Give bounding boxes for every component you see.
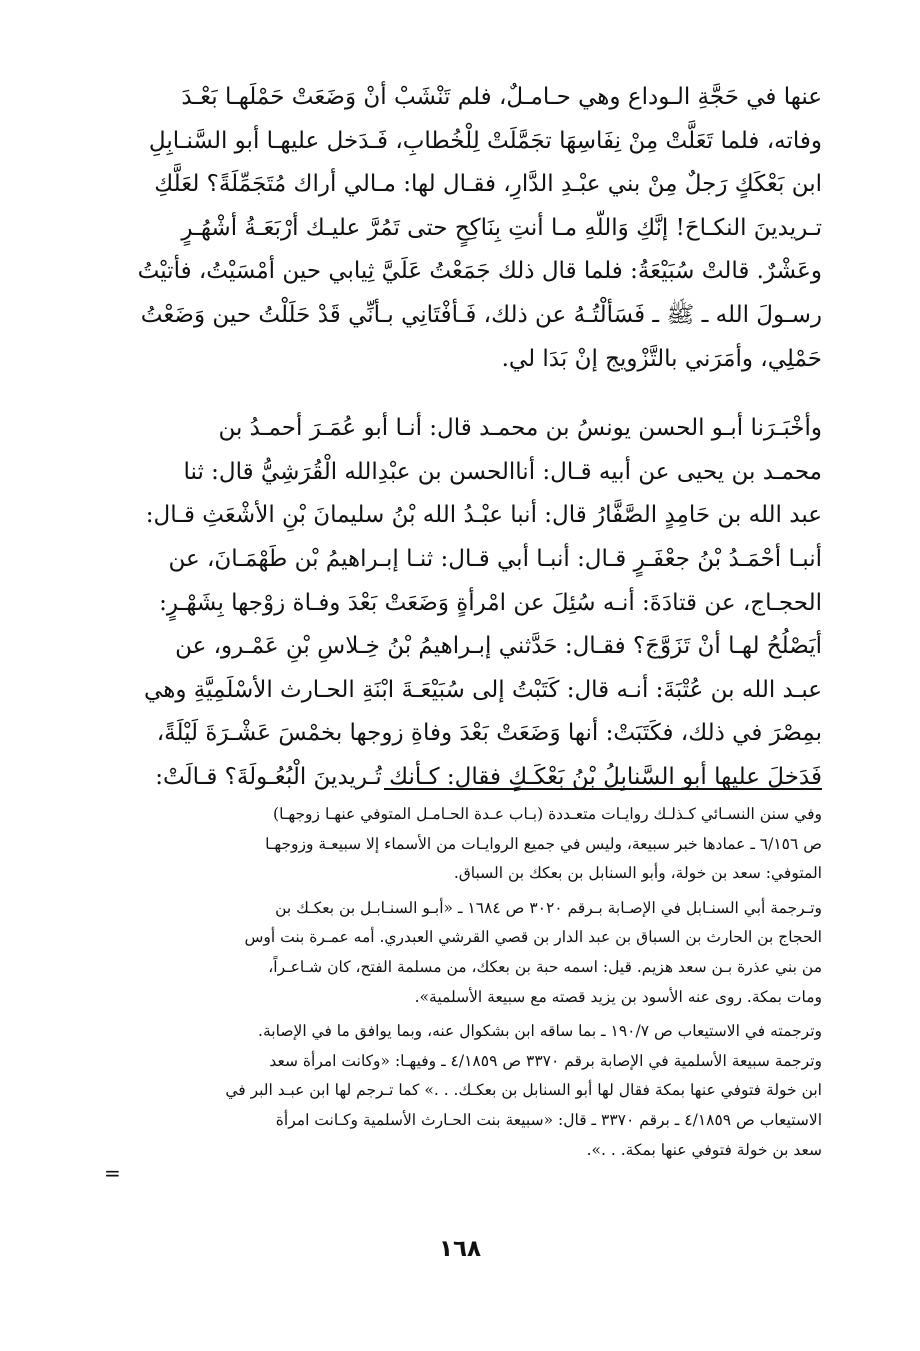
footnote-line: من بني عذرة بـن سعد هزيم. قيل: اسمه حبة بن بعكك، من مسلمة الفتح، كان شـاعـراً، bbox=[268, 957, 822, 976]
text-line: حَمْلِي، وأمَرَني بالتَّزْويج إنْ بَدَا لي. bbox=[501, 345, 822, 372]
footnote-line: ومات بمكة. روى عنه الأسود بن يزيد قصته مع سبيعة الأسلمية». bbox=[414, 987, 822, 1006]
paragraph bbox=[100, 76, 822, 381]
footnote-line: وترجمة سبيعة الأسلمية في الإصابة برقم ٣٣٧٠ ص ٤/١٨٥٩ ـ وفيهـا: «وكانت امرأة سعد bbox=[269, 1051, 822, 1070]
footnote-line: ص ٦/١٥٦ ـ عمادها خبر سبيعة، وليس في جميع الروايـات من الأسماء إلا سبيعـة وزوجهـا bbox=[265, 834, 822, 853]
page-number: ١٦٨ bbox=[438, 1236, 482, 1262]
footnote-line: الاستيعاب ص ٤/١٨٥٩ ـ برقم ٣٣٧٠ ـ قال: «سبيعة بنت الحـارث الأسلمية وكـانت امرأة bbox=[275, 1110, 822, 1129]
text-line: عبـد الله بن عُتْبَةَ: أنـه قال: كَتَبْتُ إلى سُبَيْعَـةَ ابْنَةِ الحـارث الأسْلَمِيَّةِ وهي bbox=[144, 676, 822, 703]
paragraph bbox=[100, 407, 822, 799]
text-line: محمـد بن يحيى عن أبيه قـال: أناالحسن بن عبْدِالله الْقُرَشِيُّ قال: ثنا bbox=[183, 458, 822, 485]
text-line: عنها في حَجَّةِ الـوداع وهي حـامـلٌ، فلم تَنْشَبْ أنْ وَضَعَتْ حَمْلَهـا بَعْـدَ bbox=[181, 84, 822, 110]
text-line: تـريدينَ النكـاحَ! إنَّكِ وَاللّهِ مـا أنتِ بِنَاكِحٍ حتى تَمُرَّ عليـك أرْبَعَـةُ أشْهُـرٍ bbox=[181, 214, 822, 241]
footnote bbox=[100, 1047, 822, 1165]
text-line: فَدَخلَ عليها أبو السَّنابِلُ بْنُ بَعْكَـكٍ فقال: كـأنك تُـريدينَ الْبُعُـولَةَ؟ قـالَتْ: bbox=[155, 763, 822, 790]
text-line: وأخْبَـرَنا أبـو الحسن يونسُ بن محمـد قال: أنـا أبو عُمَـرَ أحمـدُ بن bbox=[218, 415, 822, 442]
text-line: بمِصْرَ في ذلك، فكَتَبَتْ: أنها وَضَعَتْ بَعْدَ وفاةِ زوجها بخمْسَ عَشْـرَةَ لَيْلَةً، bbox=[156, 720, 822, 747]
footnote bbox=[100, 894, 822, 1012]
footnote-continuation-mark: = bbox=[104, 1161, 121, 1185]
text-line: رسـولَ الله ـ ﷺ ـ فَسَألْتُـهُ عن ذلك، فَـأفْتَانِي بـأنِّي قَدْ حَلَلْتُ حين وَضَعْتُ bbox=[140, 301, 822, 328]
footnote-divider bbox=[384, 788, 822, 790]
text-line: الحجـاج، عن قتادَةَ: أنـه سُئِلَ عن امْرأةٍ وَضَعَتْ بَعْدَ وفـاة زوْجها بِشَهْـرٍ: bbox=[159, 589, 822, 616]
footnote-line: وفي سنن النسـائي كـذلـك روايـات متعـددة (بـاب عـدة الحـامـل المتوفي عنهـا زوجهـا) bbox=[273, 805, 822, 823]
footnote-line: وتـرجمة أبي السنـابل في الإصـابة بـرقم ٣٠٢٠ ص ١٦٨٤ ـ «أبـو السنـابـل بن بعكـك بن bbox=[275, 898, 822, 917]
footnote-line: الحجاج بن الحارث بن السباق بن عبد الدار بن قصي القرشي العبدري. أمه عمـرة بنت أوس bbox=[244, 928, 822, 947]
footnote-line: وترجمته في الاستيعاب ص ١٩٠/٧ ـ بما ساقه ابن بشكوال عنه، وبما يوافق ما في الإصابة. bbox=[258, 1022, 822, 1041]
text-line: ابن بَعْكَكٍ رَجلٌ مِنْ بني عبْـدِ الدَّارِ، فقـال لها: مـالي أراك مُتَجَمِّلَةً؟ لعَلَّكِ bbox=[154, 171, 822, 198]
text-line: وفاته، فلما تَعَلَّتْ مِنْ نِفَاسِهَا تجَمَّلَتْ لِلْخُطابِ، فَـدَخل عليهـا أبو السَّنـابِلِ bbox=[148, 127, 822, 154]
text-line: أيَصْلُحُ لهـا أنْ تَزَوَّجَ؟ فقـال: حَدَّثني إبـراهيمُ بْنُ خِـلاسِ بْنِ عَمْـرو، عن bbox=[175, 633, 822, 660]
footnote bbox=[100, 800, 822, 889]
text-line: عبد الله بن حَامِدٍ الصَّفَّارُ قال: أنبا عبْـدُ الله بْنُ سليمانَ بْنِ الأشْعَثِ قـال: bbox=[145, 502, 822, 529]
footnote-line: سعد بن خولة فتوفي عنها بمكة. . .». bbox=[586, 1140, 822, 1159]
text-line: وعَشْرٌ. قالتْ سُبَيْعَةُ: فلما قال ذلك جَمَعْتُ عَلَيَّ ثِيابي حين أمْسَيْتُ، فأتيْتُ bbox=[137, 258, 822, 285]
footnote-line: المتوفي: سعد بن خولة، وأبو السنابل بن بعكك بن السباق. bbox=[453, 864, 822, 883]
main-text bbox=[100, 76, 822, 800]
footnotes bbox=[100, 800, 822, 1165]
footnote-line: ابن خولة فتوفي عنها بمكة فقال لها أبو السنابل بن بعكـك. . .» كما تـرجم لها ابن عبـد البر في bbox=[225, 1081, 822, 1100]
footnote bbox=[100, 1017, 822, 1047]
text-line: أنبـا أحْمَـدُ بْنُ جعْفَـرٍ قـال: أنبـا أبي قـال: ثنـا إبـراهيمُ بْن طَهْمَـانَ، عن bbox=[168, 545, 822, 572]
paragraph-gap bbox=[100, 381, 822, 407]
